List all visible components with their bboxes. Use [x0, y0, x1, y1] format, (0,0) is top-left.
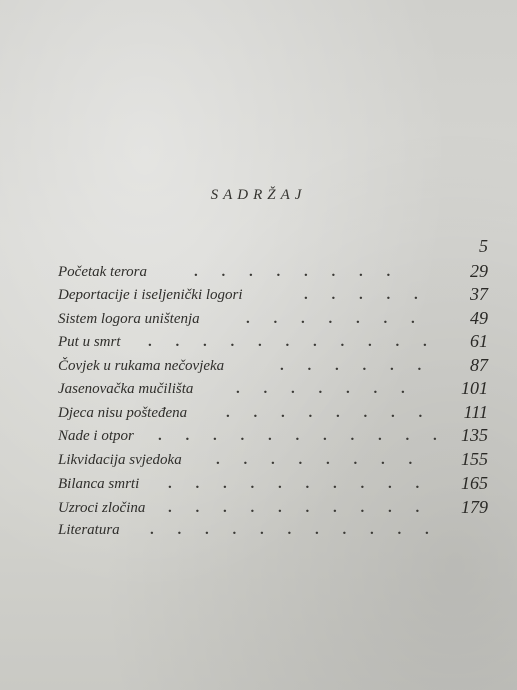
toc-entry-title: Sistem logora uništenja [58, 311, 200, 327]
toc-entry-title: Put u smrt [58, 334, 121, 350]
leader-dots: . . . . . . . . . . . [150, 522, 439, 538]
toc-entry-page: 111 [463, 402, 488, 422]
toc-entry-title: Čovjek u rukama nečovjeka [58, 358, 225, 374]
toc-entry [58, 355, 488, 380]
toc-entry-page: 165 [461, 473, 488, 493]
leader-dots: . . . . . . . . . . . [148, 334, 437, 350]
toc-entry [58, 402, 488, 427]
leader-dots: . . . . . . . . . . [168, 476, 430, 492]
leader-dots: . . . . . . . . [216, 452, 423, 468]
toc-entry-title: Likvidacija svjedoka [58, 452, 182, 468]
toc-entry-page: 37 [470, 284, 488, 304]
toc-entry [58, 284, 488, 309]
toc-entry-title: Uzroci zločina [58, 500, 146, 516]
toc-entry [58, 378, 488, 403]
leader-dots: . . . . . . . . [194, 264, 401, 280]
toc-entry-title: Bilanca smrti [58, 476, 140, 492]
toc-entry-title: Djeca nisu pošteđena [58, 405, 188, 421]
leader-dots: . . . . . . [280, 358, 432, 374]
leader-dots: . . . . . . . . . . [168, 500, 430, 516]
toc-entry [58, 331, 488, 356]
toc-entry-page: 29 [470, 261, 488, 281]
toc-entry [58, 497, 488, 522]
toc-entry-page: 135 [461, 425, 488, 445]
toc-entry-title: Nade i otpor [58, 428, 134, 444]
leader-dots: . . . . . [304, 287, 428, 303]
contents-heading: SADRŽAJ [210, 187, 307, 203]
leader-dots: . . . . . . . . [226, 405, 433, 421]
toc-entry-title: Jasenovačka mučilišta [58, 381, 194, 397]
toc-entry-page: 87 [470, 355, 488, 375]
toc-entry [58, 308, 488, 333]
toc-entry-title: Literatura [58, 522, 120, 538]
toc-entry [58, 473, 488, 498]
toc-entry-title: Početak terora [58, 264, 147, 280]
toc-entry-page: 101 [461, 378, 488, 398]
toc-entry [58, 236, 488, 261]
toc-entry-page: 155 [461, 449, 488, 469]
leader-dots: . . . . . . . [236, 381, 415, 397]
leader-dots: . . . . . . . [246, 311, 425, 327]
leader-dots: . . . . . . . . . . . [158, 428, 447, 444]
toc-entry [58, 522, 488, 544]
toc-entry-title: Deportacije i iseljenički logori [58, 287, 243, 303]
toc-entry-page: 5 [479, 236, 488, 256]
toc-entry [58, 261, 488, 286]
toc-entry [58, 425, 488, 450]
toc-entry [58, 449, 488, 474]
toc-entry-page: 61 [470, 331, 488, 351]
toc-entry-page: 179 [461, 497, 488, 517]
toc-entry-page: 49 [470, 308, 488, 328]
